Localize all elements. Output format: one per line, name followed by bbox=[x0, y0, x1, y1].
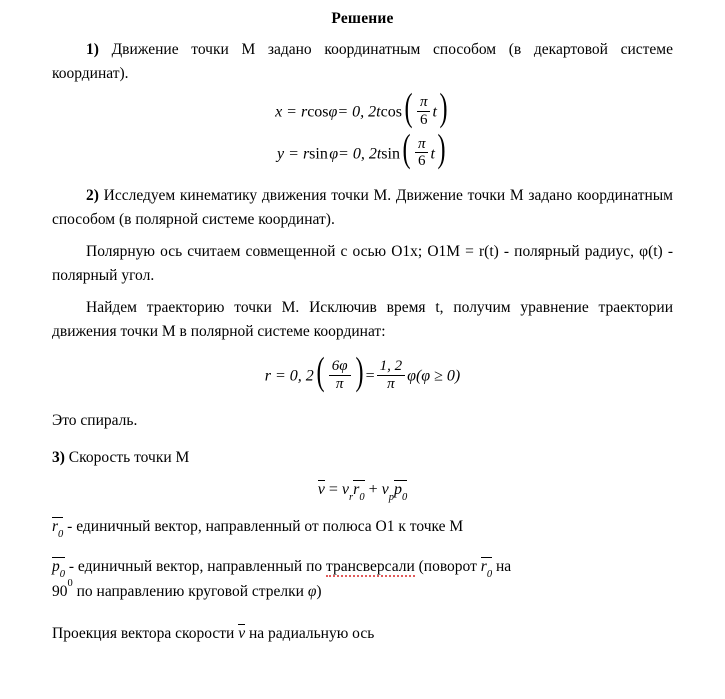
paragraph-6 bbox=[52, 446, 673, 470]
paragraph-4-text: Найдем траекторию точки М. Исключив время t, получим уравнение траектории движения точки М в полярной системе координат: bbox=[52, 299, 673, 340]
formula-x-fraction bbox=[417, 94, 431, 129]
formula-x bbox=[52, 85, 673, 130]
legend-2-symbol-2 bbox=[481, 557, 492, 578]
formula-r-fraction-2 bbox=[377, 358, 406, 393]
paragraph-6-number: 3) bbox=[52, 449, 65, 467]
formula-y-var: t bbox=[430, 145, 435, 162]
formula-v-p0-sub: 0 bbox=[401, 492, 408, 504]
legend-3-close: ) bbox=[316, 583, 322, 601]
formula-velocity bbox=[52, 480, 673, 504]
paragraph-3 bbox=[52, 240, 673, 287]
last-line-vector: v bbox=[238, 624, 246, 642]
legend-2-symbol-sub: 0 bbox=[59, 568, 65, 580]
formula-r-lhs: r = 0, 2 bbox=[264, 367, 314, 385]
formula-r-paren-group: ( $\frac{6\varphi}{\pi}$ ) bbox=[316, 349, 364, 393]
formula-y-phi: φ bbox=[329, 145, 339, 162]
paragraph-1 bbox=[52, 38, 673, 85]
formula-y-numerator: π bbox=[417, 135, 426, 152]
legend-1-symbol bbox=[52, 517, 64, 541]
legend-1-symbol-letter: r bbox=[52, 518, 59, 536]
last-line bbox=[52, 622, 673, 646]
paragraph-5-text: Это спираль. bbox=[52, 411, 138, 429]
formula-trajectory bbox=[52, 349, 673, 394]
legend-line-3 bbox=[52, 580, 673, 604]
legend-line-2 bbox=[52, 555, 673, 579]
legend-2-symbol bbox=[52, 557, 65, 578]
last-line-after: на радиальную ось bbox=[245, 624, 375, 642]
formula-v-vr: v bbox=[341, 480, 350, 498]
formula-v-r0 bbox=[353, 480, 365, 504]
formula-r bbox=[52, 349, 673, 394]
paragraph-2-number: 2) bbox=[86, 187, 99, 205]
formula-coordinates bbox=[52, 85, 673, 172]
formula-r-denominator-1: π bbox=[329, 375, 351, 394]
formula-x-var: t bbox=[432, 103, 437, 121]
formula-y-lhs: y = r bbox=[277, 145, 310, 162]
paragraph-6-text: Скорость точки М bbox=[64, 449, 190, 467]
formula-y-paren-group: ( $\frac{\pi}{6}$ t) bbox=[402, 127, 446, 170]
formula-x-cos: cos bbox=[307, 103, 329, 121]
formula-v-equals: = bbox=[328, 480, 338, 498]
legend-3-phi: φ bbox=[307, 583, 317, 601]
formula-y-sin: sin bbox=[309, 145, 328, 162]
formula-x-lhs: x = r bbox=[275, 103, 308, 121]
formula-x-paren-group: ( $\frac{\pi}{6}$ t) bbox=[404, 85, 448, 129]
formula-r-tail: φ(φ ≥ 0) bbox=[407, 367, 461, 385]
formula-v-vector: v bbox=[317, 480, 325, 498]
formula-v-vr-sub: r bbox=[349, 492, 354, 504]
legend-1-text: - единичный вектор, направленный от полюса О1 к точке М bbox=[63, 518, 464, 536]
paragraph-1-number: 1) bbox=[86, 41, 99, 58]
formula-r-numerator-1: 6φ bbox=[331, 358, 348, 375]
legend-2-text-before: - единичный вектор, направленный по bbox=[65, 557, 327, 575]
paragraph-1-text: Движение точки М задано координатным способом (в декартовой системе координат). bbox=[52, 41, 673, 82]
formula-y-denominator: 6 bbox=[415, 152, 429, 171]
formula-r-numerator-2: 1, 2 bbox=[379, 358, 403, 375]
formula-v-p0 bbox=[393, 480, 408, 504]
last-line-before: Проекция вектора скорости bbox=[52, 624, 239, 642]
formula-v-p0-symbol: p bbox=[393, 480, 402, 498]
formula-v-r0-symbol: r bbox=[353, 480, 360, 498]
degree-symbol: 0 bbox=[67, 578, 73, 590]
formula-v-r0-sub: 0 bbox=[359, 492, 365, 504]
formula-y-sin2: sin bbox=[381, 145, 400, 162]
formula-x-numerator: π bbox=[419, 94, 428, 111]
legend-2-symbol-letter: p bbox=[52, 557, 60, 575]
formula-v bbox=[52, 480, 673, 504]
formula-y-eq: = 0, 2t bbox=[338, 145, 382, 162]
formula-r-equals: = bbox=[365, 367, 375, 385]
legend-2-symbol-2-sub: 0 bbox=[486, 568, 493, 580]
formula-x-eq: = 0, 2t bbox=[337, 103, 381, 121]
formula-v-plus: + bbox=[368, 480, 378, 498]
legend-2-text-mid: (поворот bbox=[414, 557, 481, 575]
formula-r-denominator-2: π bbox=[377, 375, 406, 394]
formula-v-vp: v bbox=[381, 480, 389, 498]
formula-x-denominator: 6 bbox=[417, 111, 431, 130]
formula-y-fraction bbox=[415, 136, 429, 171]
legend-2-symbol-2-letter: r bbox=[480, 557, 487, 575]
paragraph-3-text: Полярную ось считаем совмещенной с осью О1х; О1М = r(t) - полярный радиус, φ(t) - полярный угол. bbox=[52, 243, 673, 284]
formula-r-fraction-1 bbox=[329, 358, 351, 393]
legend-1-symbol-sub: 0 bbox=[58, 529, 64, 541]
legend-3-text-before: 90 bbox=[52, 583, 68, 601]
formula-y bbox=[52, 127, 673, 172]
paragraph-4 bbox=[52, 296, 673, 343]
paragraph-5 bbox=[52, 409, 673, 433]
legend-2-text-after: на bbox=[492, 557, 512, 575]
misspelled-word: трансверсали bbox=[326, 557, 415, 575]
page-title: Решение bbox=[331, 10, 394, 27]
formula-v-vp-sub: p bbox=[388, 492, 394, 504]
legend-3-text-after: по направлению круговой стрелки bbox=[72, 583, 308, 601]
paragraph-2 bbox=[52, 184, 673, 231]
legend-line-1 bbox=[52, 515, 673, 539]
paragraph-2-text: Исследуем кинематику движения точки М. Движение точки М задано координатным способом (в полярной системе координат). bbox=[52, 187, 673, 228]
formula-x-cos2: cos bbox=[380, 103, 402, 121]
formula-x-phi: φ bbox=[328, 103, 338, 121]
